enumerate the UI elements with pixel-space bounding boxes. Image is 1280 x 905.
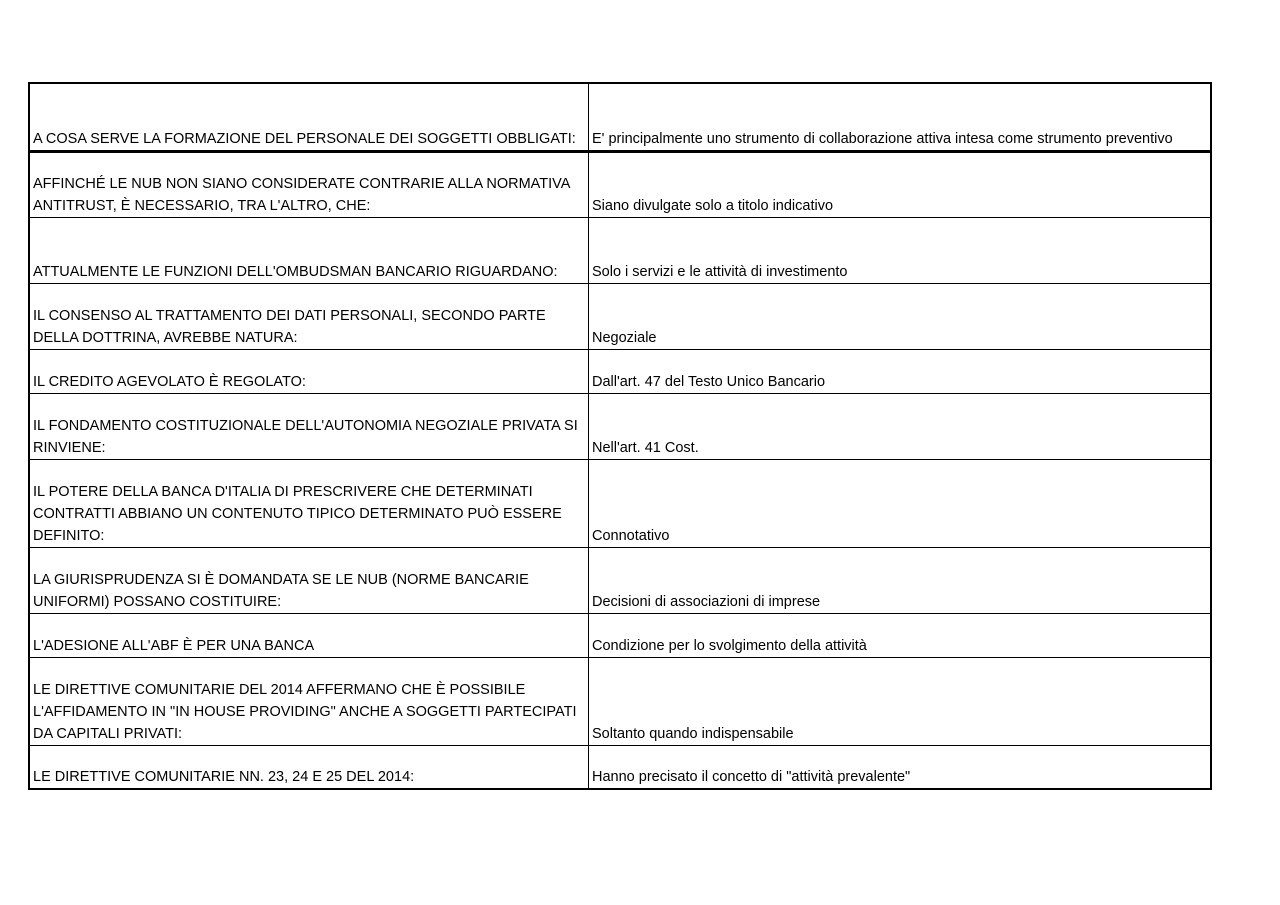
answer-cell	[589, 217, 1212, 283]
answer-cell	[589, 613, 1212, 657]
answer-text: E' principalmente uno strumento di collaborazione attiva intesa come strumento preventivo	[592, 130, 1173, 147]
answer-text: Hanno precisato il concetto di "attività prevalente"	[592, 769, 911, 785]
question-cell	[29, 283, 589, 349]
table-row	[29, 657, 1211, 745]
question-cell	[29, 217, 589, 283]
answer-text: Solo i servizi e le attività di investimento	[592, 263, 848, 280]
question-text: ATTUALMENTE LE FUNZIONI DELL'OMBUDSMAN BANCARIO RIGUARDANO:	[33, 263, 558, 280]
question-text: LE DIRETTIVE COMUNITARIE DEL 2014 AFFERMANO CHE È POSSIBILE L'AFFIDAMENTO IN "IN HOUSE PROVIDING" ANCHE A SOGGETTI PARTECIPATI DA CAPITALI PRIVATI:	[33, 681, 577, 742]
answer-cell	[589, 83, 1212, 151]
question-cell	[29, 547, 589, 613]
question-text: AFFINCHÉ LE NUB NON SIANO CONSIDERATE CONTRARIE ALLA NORMATIVA ANTITRUST, È NECESSARIO, TRA L'ALTRO, CHE:	[33, 175, 570, 214]
answer-text: Decisioni di associazioni di imprese	[592, 593, 821, 610]
table-row	[29, 459, 1211, 547]
question-text: LE DIRETTIVE COMUNITARIE NN. 23, 24 E 25 DEL 2014:	[33, 769, 415, 785]
answer-cell	[589, 283, 1212, 349]
table-row	[29, 547, 1211, 613]
answer-cell	[589, 393, 1212, 459]
question-text: IL POTERE DELLA BANCA D'ITALIA DI PRESCRIVERE CHE DETERMINATI CONTRATTI ABBIANO UN CONTENUTO TIPICO DETERMINATO PUÒ ESSERE DEFINITO:	[33, 483, 562, 544]
answer-text: Nell'art. 41 Cost.	[592, 439, 699, 456]
qa-table	[28, 82, 1212, 790]
answer-text: Negoziale	[592, 329, 657, 346]
table-row	[29, 745, 1211, 789]
question-cell	[29, 349, 589, 393]
question-cell	[29, 393, 589, 459]
question-cell	[29, 83, 589, 151]
question-text: IL FONDAMENTO COSTITUZIONALE DELL'AUTONOMIA NEGOZIALE PRIVATA SI RINVIENE:	[33, 417, 578, 456]
question-text: LA GIURISPRUDENZA SI È DOMANDATA SE LE NUB (NORME BANCARIE UNIFORMI) POSSANO COSTITUIRE:	[33, 571, 529, 610]
answer-text: Condizione per lo svolgimento della attività	[592, 637, 867, 654]
table-row	[29, 151, 1211, 217]
table-row	[29, 393, 1211, 459]
table-row	[29, 83, 1211, 151]
answer-text: Siano divulgate solo a titolo indicativo	[592, 197, 834, 214]
question-cell	[29, 151, 589, 217]
question-text: L'ADESIONE ALL'ABF È PER UNA BANCA	[33, 637, 315, 654]
answer-cell	[589, 459, 1212, 547]
question-cell	[29, 657, 589, 745]
table-row	[29, 349, 1211, 393]
answer-cell	[589, 657, 1212, 745]
answer-cell	[589, 547, 1212, 613]
answer-text: Dall'art. 47 del Testo Unico Bancario	[592, 373, 826, 390]
table-row	[29, 217, 1211, 283]
table-row	[29, 613, 1211, 657]
answer-cell	[589, 349, 1212, 393]
question-cell	[29, 745, 589, 789]
table-row	[29, 283, 1211, 349]
question-text: IL CREDITO AGEVOLATO È REGOLATO:	[33, 373, 306, 390]
answer-text: Soltanto quando indispensabile	[592, 725, 794, 742]
question-text: IL CONSENSO AL TRATTAMENTO DEI DATI PERSONALI, SECONDO PARTE DELLA DOTTRINA, AVREBBE NATURA:	[33, 307, 546, 346]
answer-cell	[589, 745, 1212, 789]
question-cell	[29, 613, 589, 657]
answer-text: Connotativo	[592, 527, 670, 544]
answer-cell	[589, 151, 1212, 217]
question-cell	[29, 459, 589, 547]
question-text: A COSA SERVE LA FORMAZIONE DEL PERSONALE DEI SOGGETTI OBBLIGATI:	[33, 130, 576, 147]
